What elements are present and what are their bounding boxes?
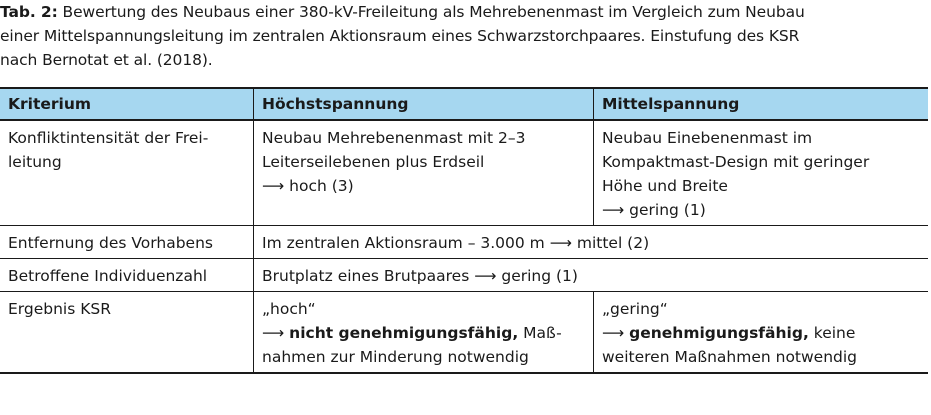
cell-criterion — [0, 120, 254, 226]
cell-line: Neubau Einebenenmast im — [602, 129, 813, 147]
table-row — [0, 259, 928, 292]
cell-merged-value: Brutplatz eines Brutpaares ⟶ gering (1) — [254, 259, 929, 292]
header-hoechstspannung: Höchstspannung — [254, 88, 594, 120]
caption-line-3: nach Bernotat et al. (2018). — [0, 51, 213, 69]
cell-line: Konfliktintensität der Frei- — [8, 129, 209, 147]
caption-text-1: Bewertung des Neubaus einer 380-kV-Freileitung als Mehrebenenmast im Vergleich zum Neubau — [62, 3, 805, 21]
result-text: keine — [808, 324, 856, 342]
cell-medium-voltage — [594, 120, 929, 226]
evaluation-table — [0, 87, 928, 374]
header-kriterium: Kriterium — [0, 88, 254, 120]
arrow-glyph: ⟶ — [602, 324, 630, 342]
cell-line: ⟶ hoch (3) — [262, 177, 354, 195]
result-quote: „gering“ — [602, 300, 668, 318]
table-row — [0, 226, 928, 259]
caption-lead: Tab. 2: — [0, 3, 58, 21]
table-row — [0, 292, 928, 374]
result-line: weiteren Maßnahmen notwendig — [602, 348, 858, 366]
cell-line: ⟶ gering (1) — [602, 201, 706, 219]
caption-line-1 — [0, 0, 927, 24]
cell-criterion: Entfernung des Vorhabens — [0, 226, 254, 259]
result-line: nahmen zur Minderung notwendig — [262, 348, 529, 366]
cell-high-voltage — [254, 292, 594, 374]
result-line — [602, 321, 920, 345]
arrow-glyph: ⟶ — [262, 324, 290, 342]
table-row — [0, 120, 928, 226]
result-verdict: genehmigungsfähig, — [629, 324, 809, 342]
cell-medium-voltage — [594, 292, 929, 374]
cell-criterion: Betroffene Individuenzahl — [0, 259, 254, 292]
cell-line: Kompaktmast-Design mit geringer — [602, 153, 870, 171]
result-quote: „hoch“ — [262, 300, 316, 318]
cell-criterion: Ergebnis KSR — [0, 292, 254, 374]
header-mittelspannung: Mittelspannung — [594, 88, 929, 120]
cell-merged-value: Im zentralen Aktionsraum – 3.000 m ⟶ mittel (2) — [254, 226, 929, 259]
cell-high-voltage — [254, 120, 594, 226]
cell-line: Höhe und Breite — [602, 177, 728, 195]
result-verdict: nicht genehmigungsfähig, — [289, 324, 519, 342]
table-caption — [0, 0, 927, 72]
cell-line: Leiterseilebenen plus Erdseil — [262, 153, 485, 171]
result-line — [262, 321, 585, 345]
header-row — [0, 88, 928, 120]
caption-line-2: einer Mittelspannungsleitung im zentralen Aktionsraum eines Schwarzstorchpaares. Einstufung des KSR — [0, 27, 800, 45]
cell-line: Neubau Mehrebenenmast mit 2–3 — [262, 129, 526, 147]
cell-line: leitung — [8, 153, 62, 171]
result-text: Maß- — [518, 324, 562, 342]
